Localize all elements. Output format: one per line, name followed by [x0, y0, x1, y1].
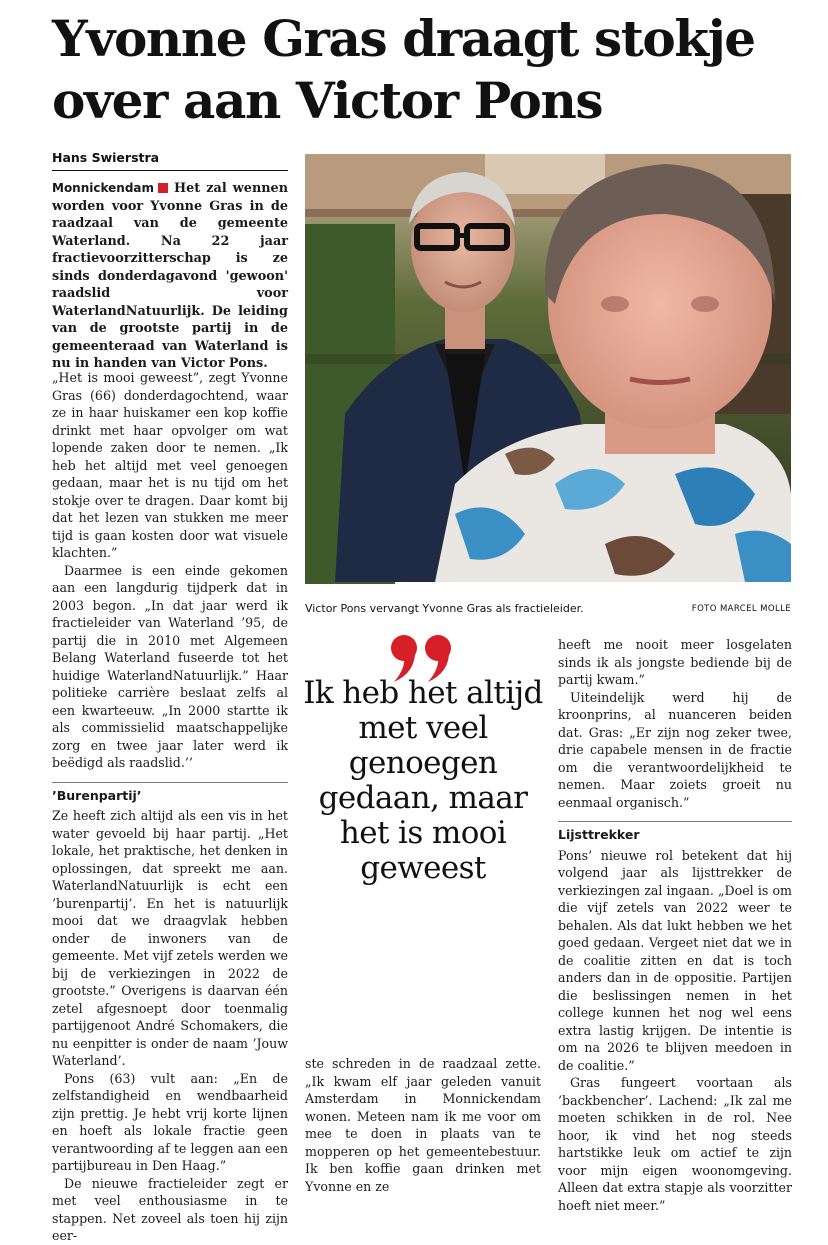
column-2 [305, 1055, 541, 1195]
column-1 [52, 369, 288, 1245]
column-3 [558, 636, 792, 1214]
paragraph: „Het is mooi geweest”, zegt Yvonne Gras (66) donderdagochtend, waar ze in haar huiskamer een kop koffie drinkt met haar opvolger om wat lopende zaken door te nemen. „Ik heb het altijd met veel genoegen gedaan, maar het is nu tijd om het stokje over te dragen. Daar komt bij dat het lezen van stukken me meer tijd is gaan kosten door wat visuele klachten.” [52, 370, 288, 560]
dateline-square-icon [158, 183, 168, 193]
paragraph: ste schreden in de raadzaal zette. „Ik kwam elf jaar geleden vanuit Amsterdam in Monnickendam wonen. Meteen nam ik me voor om mee te doen in plaats van te mopperen op het gemeentebestuur. Ik ben koffie gaan drinken met Yvonne en ze [305, 1056, 541, 1194]
paragraph: Ze heeft zich altijd als een vis in het water gevoeld bij haar partij. „Het lokale, het praktische, het denken in oplossingen, dat spreekt me aan. WaterlandNatuurlijk is echt een ’burenpartij’. En het is natuurlijk mooi dat we draagvlak hebben onder de inwoners van de gemeente. Met vijf zetels werden we bij de verkiezingen in 2022 de grootste.” Overigens is daarvan één zetel afgesnoept door toenmalig partijgenoot André Schomakers, die nu eenpitter is onder de naam ’Jouw Waterland’. [52, 808, 288, 1068]
photo-credit: FOTO MARCEL MOLLE [691, 604, 791, 614]
photo-illustration [305, 154, 791, 582]
dateline: Monnickendam [52, 181, 155, 195]
subhead-burenpartij: ’Burenpartij’ [52, 782, 288, 805]
article-photo [305, 154, 791, 582]
lead-column [52, 180, 288, 373]
paragraph: De nieuwe fractieleider zegt er met veel enthousiasme in te stappen. Net zoveel als toen hij zijn eer- [52, 1175, 288, 1243]
subhead-lijsttrekker: Lijsttrekker [558, 821, 792, 844]
paragraph: Pons’ nieuwe rol betekent dat hij volgend jaar als lijsttrekker de verkiezingen zal ingaan. „Doel is om die vijf zetels van 2022 weer te behalen. Als dat lukt hebben we het goed gedaan. Vergeet niet dat we in de coalitie zitten en dat is toch anders dan in de oppositie. Partijen die beslissingen nemen in het college kunnen het nog wel eens extra lastig krijgen. De intentie is om na 2026 te blijven meedoen in de coalitie.” [558, 847, 792, 1073]
paragraph: Daarmee is een einde gekomen aan een langdurig tijdperk dat in 2003 begon. „In dat jaar werd ik fractieleider van Waterland ’95, de partij die in 2010 met Algemeen Belang Waterland fuseerde tot het huidige WaterlandNatuurlijk.” Haar politieke carrière beslaat zelfs al een kwarteeuw. „In 2000 startte ik als commissielid maatschappelijke zorg en twee jaar later werd ik beëdigd als raadslid.’’ [52, 562, 288, 770]
lead-paragraph [52, 180, 288, 373]
paragraph: heeft me nooit meer losgelaten sinds ik als jongste bediende bij de partij kwam.” [558, 637, 792, 687]
photo-caption-row [305, 602, 791, 615]
paragraph: Pons (63) vult aan: „En de zelfstandigheid en wendbaarheid zijn prettig. Je hebt vrij korte lijnen en hoeft als lokale fractie geen verantwoording af te leggen aan een partijbureau in Den Haag.” [52, 1070, 288, 1173]
lead-text: Het zal wennen worden voor Yvonne Gras in de raadzaal van de gemeente Waterland. Na 22 jaar fractievoorzitterschap is ze sinds donderdagavond 'gewoon' raadslid voor WaterlandNatuurlijk. De leiding van de grootste partij in de gemeenteraad van Waterland is nu in handen van Victor Pons. [52, 181, 288, 371]
pull-quote: Ik heb het altijd met veel genoegen gedaan, maar het is mooi geweest [303, 675, 543, 886]
photo-caption: Victor Pons vervangt Yvonne Gras als fractieleider. [305, 602, 584, 615]
byline: Hans Swierstra [52, 150, 288, 171]
paragraph: Gras fungeert voortaan als ’backbencher’. Lachend: „Ik zal me moeten schikken in de rol. Nee hoor, ik vind het nog steeds hartstikke leuk om actief te zijn voor mijn eigen woonomgeving. Alleen dat extra stapje als voorzitter hoeft niet meer.” [558, 1075, 792, 1213]
paragraph: Uiteindelijk werd hij de kroonprins, al nuanceren beiden dat. Gras: „Er zijn nog zeker twee, drie capabele mensen in de fractie om die verantwoordelijkheid te nemen. Maar zoiets groeit nu eenmaal organisch.” [558, 689, 792, 810]
headline: Yvonne Gras draagt stokje over aan Victor Pons [52, 9, 755, 130]
